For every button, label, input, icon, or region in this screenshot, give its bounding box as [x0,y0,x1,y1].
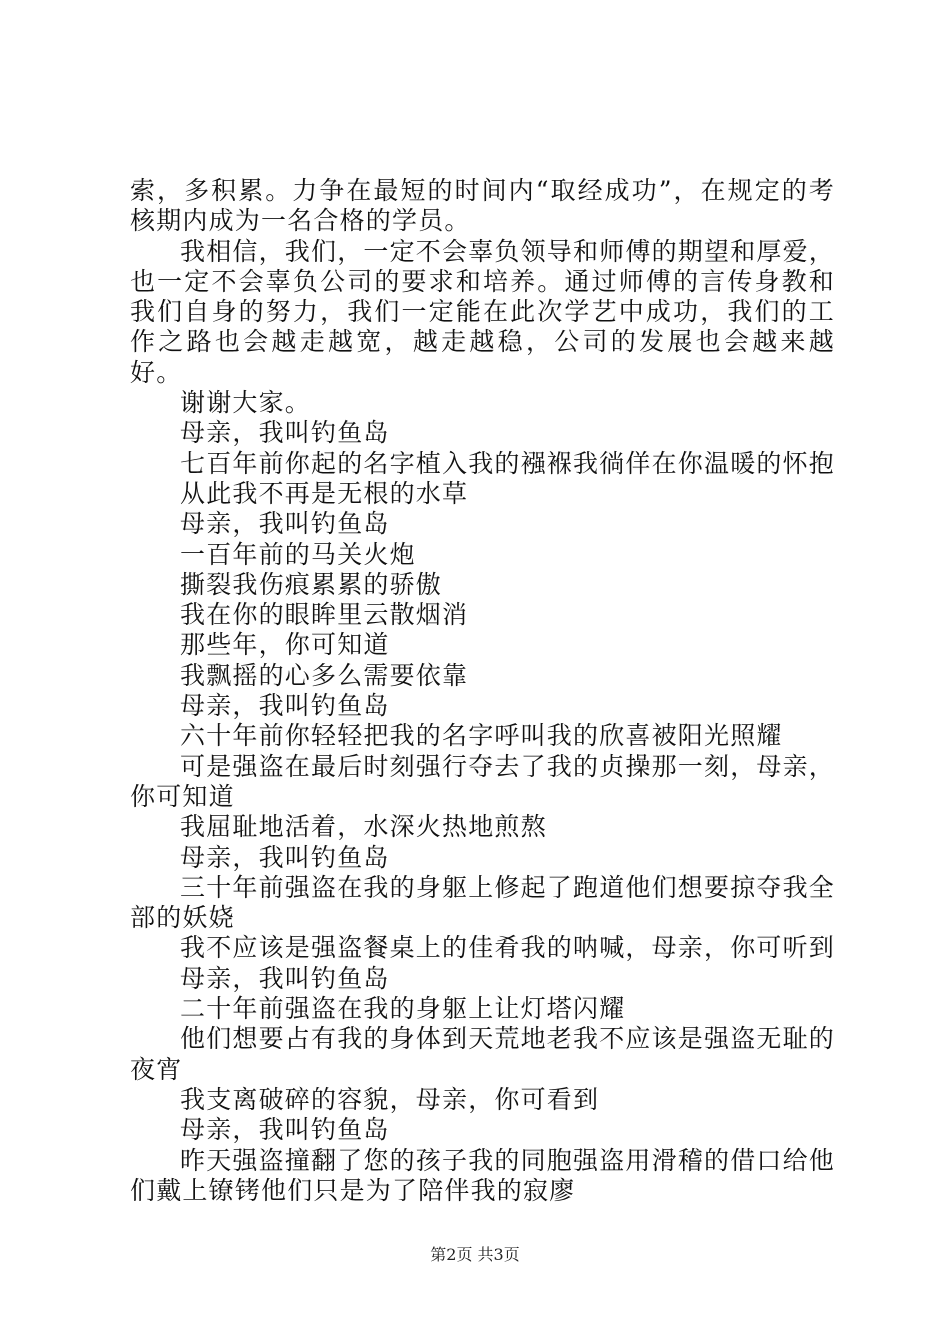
paragraph: 我相信，我们，一定不会辜负领导和师傅的期望和厚爱，也一定不会辜负公司的要求和培养。通过师傅的言传身教和我们自身的努力，我们一定能在此次学艺中成功，我们的工作之路也会越走越宽，越走越稳，公司的发展也会越来越好。 [130,236,836,387]
poem-line: 母亲，我叫钓鱼岛 [180,691,390,721]
poem-line: 昨天强盗撞翻了您的孩子我的同胞强盗用滑稽的借口给他们戴上镣铐他们只是为了陪伴我的寂廖 [130,1145,836,1205]
poem-line: 我飘摇的心多么需要依靠 [180,660,469,690]
poem-line: 母亲，我叫钓鱼岛 [180,842,390,872]
poem-line: 撕裂我伤痕累累的骄傲 [180,569,443,599]
poem-line: 七百年前你起的名字植入我的襁褓我徜佯在你温暖的怀抱 [180,448,836,478]
poem-line: 他们想要占有我的身体到天荒地老我不应该是强盗无耻的夜宵 [130,1024,836,1084]
paragraph: 索，多积累。力争在最短的时间内“取经成功”，在规定的考核期内成为一名合格的学员。 [130,176,835,236]
poem-line: 我屈耻地活着，水深火热地煎熬 [180,812,547,842]
poem-line: 我不应该是强盗餐桌上的佳肴我的呐喊，母亲，你可听到 [180,933,836,963]
poem-line: 从此我不再是无根的水草 [180,478,469,508]
poem-title-line: 母亲，我叫钓鱼岛 [180,418,390,448]
poem-line: 一百年前的马关火炮 [180,539,416,569]
poem-line: 三十年前强盗在我的身躯上修起了跑道他们想要掠夺我全部的妖娆 [130,872,836,933]
page-number-label: 第2页 共3页 [430,1245,520,1264]
page-footer [0,1245,950,1265]
poem-line: 我支离破碎的容貌，母亲，你可看到 [180,1084,600,1114]
poem-line: 可是强盗在最后时刻强行夺去了我的贞操那一刻，母亲，你可知道 [130,751,836,811]
poem-line: 我在你的眼眸里云散烟消 [180,600,469,630]
poem-line: 母亲，我叫钓鱼岛 [180,509,390,539]
document-body [130,176,835,1206]
poem-line: 二十年前强盗在我的身躯上让灯塔闪耀 [180,994,626,1024]
poem-line: 母亲，我叫钓鱼岛 [180,963,390,993]
poem-line: 那些年，你可知道 [180,630,390,660]
poem-line: 母亲，我叫钓鱼岛 [180,1115,390,1145]
poem-line: 六十年前你轻轻把我的名字呼叫我的欣喜被阳光照耀 [180,721,783,751]
paragraph: 谢谢大家。 [180,388,312,418]
